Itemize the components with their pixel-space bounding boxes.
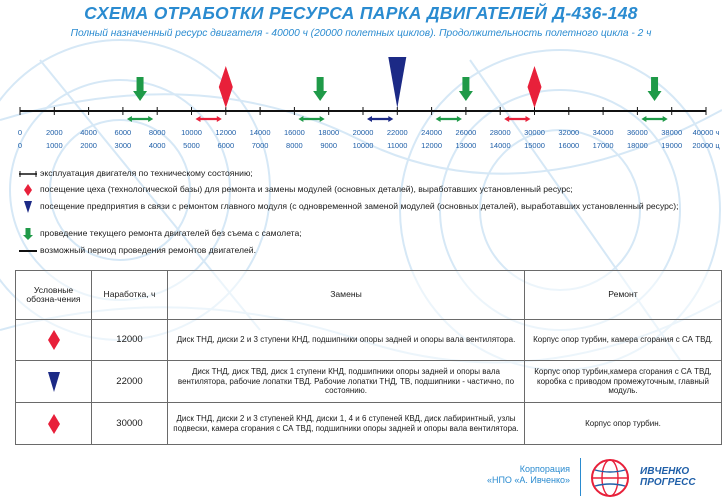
- cycles-tick-label: 18000: [626, 141, 648, 150]
- hours-tick-label: 36000: [626, 128, 648, 137]
- cycles-tick-label: 19000: [661, 141, 683, 150]
- footer-divider: [580, 458, 581, 496]
- cycles-tick-label: 11000: [387, 141, 408, 150]
- header-hours: Наработка, ч: [92, 271, 168, 320]
- green-arrow-marker-head: [459, 91, 473, 101]
- hours-tick-label: 20000: [352, 128, 374, 137]
- repair-period-arrowhead-right: [663, 116, 668, 122]
- brand-line-1: ИВЧЕНКО: [640, 466, 690, 477]
- legend-text: посещение предприятия в связи с ремонтом главного модуля (с одновременной заменой модулей (основных деталей), выработавших установленный ресурс);: [40, 201, 679, 211]
- green-arrow-marker: [462, 77, 469, 91]
- hours-tick-label: 16000: [283, 128, 305, 137]
- repair-period-arrowhead-left: [504, 116, 509, 122]
- corporation-name: «НПО «А. Ивченко»: [486, 475, 570, 485]
- repair-cell: Корпус опор турбин, камера сгорания с СА ТВД.: [525, 320, 722, 361]
- green-arrow-marker-head: [648, 91, 662, 101]
- green-arrow-icon: [18, 228, 38, 240]
- hours-tick-label: 8000: [148, 128, 166, 137]
- cycles-tick-label: 13000: [455, 141, 477, 150]
- green-arrow-marker-head: [133, 91, 147, 101]
- cycles-tick-label: 5000: [183, 141, 200, 150]
- header-replacements: Замены: [168, 271, 525, 320]
- red-diamond-icon: [47, 330, 61, 350]
- hours-tick-label: 2000: [45, 128, 63, 137]
- hours-tick-label: 38000: [661, 128, 683, 137]
- navy-triangle-marker: [388, 57, 406, 108]
- navy-triangle-icon: [18, 201, 38, 213]
- repair-period-arrowhead-left: [436, 116, 441, 122]
- repair-period-arrowhead-left: [641, 116, 646, 122]
- hours-tick-label: 22000: [386, 128, 408, 137]
- hours-tick-label: 14000: [249, 128, 271, 137]
- repair-period-arrowhead-left: [298, 116, 303, 122]
- corporation-label: Корпорация: [519, 464, 570, 474]
- repair-cell: Корпус опор турбин.: [525, 403, 722, 445]
- symbol-cell: [16, 403, 92, 445]
- hours-tick-label: 30000: [524, 128, 545, 137]
- cycles-tick-label: 8000: [286, 141, 303, 150]
- cycles-tick-label: 10000: [352, 141, 374, 150]
- legend-text: возможный период проведения ремонтов двигателей.: [40, 245, 256, 255]
- replacements-cell: Диск ТНД, диск ТВД, диск 1 ступени КНД, подшипники опоры задней и опоры вала вентилятора, рабочие лопатки ТВД. Рабочие лопатки ТНД, ТВ, подшипники - частично, по состоянию.: [168, 361, 525, 403]
- legend-text: проведение текущего ремонта двигателей без съема с самолета;: [40, 228, 302, 238]
- hours-tick-label: 34000: [592, 128, 614, 137]
- replacements-cell: Диск ТНД, диски 2 и 3 ступеней КНД, диски 1, 4 и 6 ступеней КВД, диск лабиринтный, узлы подвески, камера сгорания с СА ТВД, подшипники опоры задней и опоры вала вентилятора.: [168, 403, 525, 445]
- hours-tick-label: 28000: [489, 128, 511, 137]
- header-symbols: Условные обозна-чения: [16, 271, 92, 320]
- repair-period-arrowhead-right: [217, 116, 222, 122]
- repair-period-arrowhead-right: [388, 116, 393, 122]
- table-row: [16, 320, 722, 361]
- brand-logo: [640, 466, 696, 488]
- cycles-tick-label: 14000: [489, 141, 511, 150]
- green-arrow-marker-head: [313, 91, 327, 101]
- hours-tick-label: 24000: [421, 128, 443, 137]
- hours-tick-label: 26000: [455, 128, 477, 137]
- repair-period-arrowhead-right: [526, 116, 531, 122]
- hours-tick-label: 40000 ч: [692, 128, 720, 137]
- cycles-tick-label: 4000: [148, 141, 166, 150]
- replacements-cell: Диск ТНД, диски 2 и 3 ступени КНД, подшипники опоры задней и опоры вала вентилятора.: [168, 320, 525, 361]
- globe-logo-icon: [590, 458, 630, 498]
- navy-triangle-icon: [47, 372, 61, 392]
- cycles-tick-label: 0: [17, 141, 23, 150]
- resource-timeline: [0, 55, 722, 155]
- repairs-table: [15, 270, 722, 445]
- cycles-tick-label: 16000: [558, 141, 580, 150]
- page-subtitle: Полный назначенный ресурс двигателя - 40000 ч (20000 полетных циклов). Продолжительность полетного цикла - 2 ч: [70, 28, 652, 39]
- cycles-tick-label: 12000: [421, 141, 443, 150]
- green-arrow-marker: [317, 77, 324, 91]
- legend-line-icon: [18, 245, 38, 257]
- hours-tick-label: 10000: [181, 128, 202, 137]
- repair-period-arrowhead-left: [196, 116, 201, 122]
- cycles-tick-label: 2000: [80, 141, 97, 150]
- red-diamond-marker: [528, 66, 542, 108]
- hours-tick-label: 18000: [318, 128, 340, 137]
- repair-period-arrowhead-left: [127, 116, 132, 122]
- cycles-tick-label: 1000: [45, 141, 63, 150]
- hours-cell: 22000: [92, 361, 168, 403]
- repair-cell: Корпус опор турбин,камера сгорания с СА ТВД, коробка с приводом промежуточным, главный модуль.: [525, 361, 722, 403]
- table-row: [16, 361, 722, 403]
- legend-line-ticks-icon: [18, 168, 38, 180]
- hours-cell: 12000: [92, 320, 168, 361]
- repair-period-arrowhead-right: [148, 116, 153, 122]
- cycles-tick-label: 17000: [592, 141, 614, 150]
- cycles-tick-label: 9000: [320, 141, 338, 150]
- green-arrow-marker: [651, 77, 658, 91]
- cycles-tick-label: 20000 ц: [692, 141, 720, 150]
- cycles-tick-label: 6000: [217, 141, 235, 150]
- symbol-cell: [16, 361, 92, 403]
- repair-period-arrowhead-right: [457, 116, 462, 122]
- green-arrow-marker: [137, 77, 144, 91]
- red-diamond-icon: [18, 184, 38, 196]
- symbol-cell: [16, 320, 92, 361]
- cycles-tick-label: 15000: [524, 141, 545, 150]
- cycles-tick-label: 3000: [114, 141, 132, 150]
- table-row: [16, 403, 722, 445]
- hours-tick-label: 6000: [114, 128, 132, 137]
- page-title: СХЕМА ОТРАБОТКИ РЕСУРСА ПАРКА ДВИГАТЕЛЕЙ Д-436-148: [84, 3, 638, 23]
- hours-cell: 30000: [92, 403, 168, 445]
- red-diamond-icon: [47, 414, 61, 434]
- footer-corporation: [470, 464, 570, 486]
- header-repair: Ремонт: [525, 271, 722, 320]
- brand-line-2: ПРОГРЕСС: [640, 477, 696, 488]
- hours-tick-label: 4000: [80, 128, 97, 137]
- repair-period-arrowhead-right: [320, 116, 325, 122]
- cycles-tick-label: 7000: [251, 141, 269, 150]
- legend-text: эксплуатация двигателя по техническому состоянию;: [40, 168, 253, 178]
- red-diamond-marker: [219, 66, 233, 108]
- hours-tick-label: 12000: [215, 128, 237, 137]
- legend-text: посещение цеха (технологической базы) для ремонта и замены модулей (основных деталей), выработавших установленный ресурс;: [40, 184, 573, 194]
- hours-tick-label: 0: [17, 128, 23, 137]
- hours-tick-label: 32000: [558, 128, 580, 137]
- table-header-row: [16, 271, 722, 320]
- repair-period-arrowhead-left: [367, 116, 372, 122]
